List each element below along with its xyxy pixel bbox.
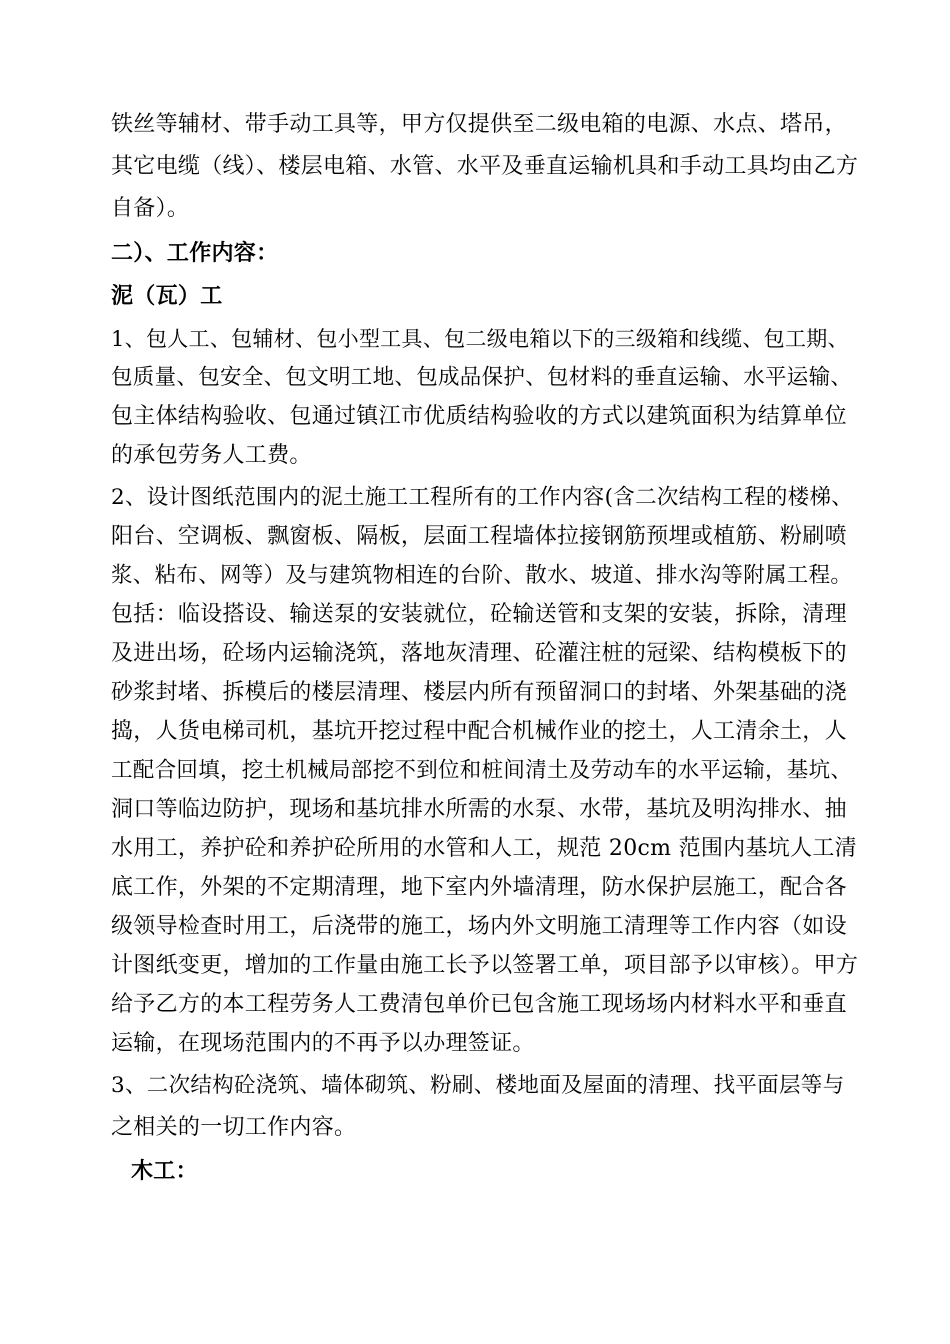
text-line: 其它电缆（线）、楼层电箱、水管、水平及垂直运输机具和手动工具均由乙方 bbox=[111, 154, 859, 179]
text-line: 水用工，养护砼和养护砼所用的水管和人工，规范 20cm 范围内基坑人工清 bbox=[111, 836, 857, 861]
text-line: 1、包人工、包辅材、包小型工具、包二级电箱以下的三级箱和线缆、包工期、 bbox=[111, 327, 849, 351]
subsection-heading: 泥（瓦）工 bbox=[111, 284, 223, 309]
subsection-heading: 木工： bbox=[131, 1159, 198, 1184]
text-line: 浆、粘布、网等）及与建筑物相连的台阶、散水、坡道、排水沟等附属工程。 bbox=[111, 563, 853, 588]
text-line: 工配合回填，挖土机械局部挖不到位和桩间清土及劳动车的水平运输，基坑、 bbox=[111, 758, 853, 783]
text-line: 砂浆封堵、拆模后的楼层清理、楼层内所有预留洞口的封堵、外架基础的浇 bbox=[111, 680, 847, 705]
text-line: 给予乙方的本工程劳务人工费清包单价已包含施工现场场内材料水平和垂直 bbox=[111, 992, 847, 1017]
text-line: 捣，人货电梯司机，基坑开挖过程中配合机械作业的挖土，人工清余土，人 bbox=[111, 719, 847, 744]
text-line: 阳台、空调板、飘窗板、隔板，层面工程墙体拉接钢筋预埋或植筋、粉刷喷 bbox=[111, 524, 847, 549]
text-line: 运输，在现场范围内的不再予以办理签证。 bbox=[111, 1031, 535, 1056]
section-heading: 二）、工作内容： bbox=[111, 241, 279, 266]
text-line: 洞口等临边防护，现场和基坑排水所需的水泵、水带，基坑及明沟排水、抽 bbox=[111, 797, 847, 822]
text-line: 底工作，外架的不定期清理，地下室内外墙清理，防水保护层施工，配合各 bbox=[111, 875, 847, 900]
text-line: 及进出场，砼场内运输浇筑，落地灰清理、砼灌注桩的冠梁、结构模板下的 bbox=[111, 641, 847, 666]
text-line: 3、二次结构砼浇筑、墙体砌筑、粉刷、楼地面及屋面的清理、找平面层等与 bbox=[111, 1073, 845, 1098]
text-line: 包主体结构验收、包通过镇江市优质结构验收的方式以建筑面积为结算单位 bbox=[111, 404, 847, 429]
text-line: 之相关的一切工作内容。 bbox=[111, 1115, 357, 1140]
text-line: 铁丝等辅材、带手动工具等，甲方仅提供至二级电箱的电源、水点、塔吊， bbox=[111, 112, 847, 137]
text-line: 2、设计图纸范围内的泥土施工工程所有的工作内容(含二次结构工程的楼梯、 bbox=[111, 485, 854, 510]
text-line: 包质量、包安全、包文明工地、包成品保护、包材料的垂直运输、水平运输、 bbox=[111, 365, 853, 390]
text-line: 包括：临设搭设、输送泵的安装就位，砼输送管和支架的安装，拆除，清理 bbox=[111, 602, 847, 627]
text-line: 自备）。 bbox=[111, 196, 190, 221]
text-line: 级领导检查时用工，后浇带的施工，场内外文明施工清理等工作内容（如设 bbox=[111, 914, 847, 939]
text-line: 的承包劳务人工费。 bbox=[111, 443, 312, 468]
text-line: 计图纸变更，增加的工作量由施工长予以签署工单，项目部予以审核）。甲方 bbox=[111, 953, 859, 978]
